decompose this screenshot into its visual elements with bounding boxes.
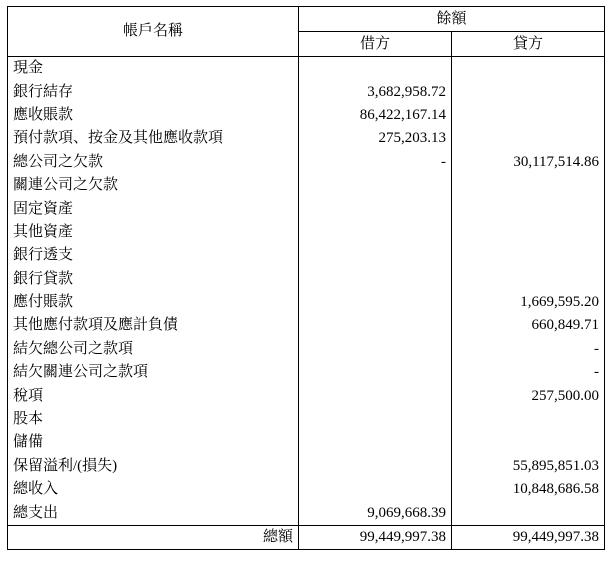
credit-cell: 55,895,851.03 [452, 455, 605, 478]
account-name-cell: 結欠關連公司之款項 [8, 361, 299, 384]
debit-cell: 86,422,167.14 [299, 104, 452, 127]
table-row [8, 151, 605, 174]
table-row [8, 221, 605, 244]
account-name-cell: 應收賬款 [8, 104, 299, 127]
account-name-cell: 關連公司之欠款 [8, 174, 299, 197]
table-row [8, 57, 605, 81]
table-row [8, 478, 605, 501]
account-name-cell: 股本 [8, 408, 299, 431]
balance-header: 餘額 [299, 7, 605, 32]
debit-cell: - [299, 151, 452, 174]
debit-cell [299, 291, 452, 314]
credit-cell: - [452, 338, 605, 361]
total-debit: 99,449,997.38 [299, 525, 452, 549]
account-name-cell: 其他資產 [8, 221, 299, 244]
debit-cell [299, 384, 452, 407]
account-name-cell: 保留溢利/(損失) [8, 455, 299, 478]
total-credit: 99,449,997.38 [452, 525, 605, 549]
credit-cell [452, 174, 605, 197]
credit-cell [452, 57, 605, 81]
credit-cell [452, 431, 605, 454]
credit-cell [452, 197, 605, 220]
account-name-cell: 儲備 [8, 431, 299, 454]
table-row [8, 80, 605, 103]
account-name-cell: 總收入 [8, 478, 299, 501]
table-row [8, 431, 605, 454]
table-row [8, 104, 605, 127]
debit-cell [299, 57, 452, 81]
credit-cell [452, 501, 605, 525]
debit-cell [299, 408, 452, 431]
account-name-cell: 結欠總公司之款項 [8, 338, 299, 361]
table-row [8, 291, 605, 314]
debit-cell: 3,682,958.72 [299, 80, 452, 103]
credit-cell: 660,849.71 [452, 314, 605, 337]
debit-cell [299, 197, 452, 220]
debit-cell: 275,203.13 [299, 127, 452, 150]
account-name-cell: 稅項 [8, 384, 299, 407]
total-label: 總額 [8, 525, 299, 549]
table-row [8, 268, 605, 291]
debit-cell [299, 174, 452, 197]
credit-cell [452, 80, 605, 103]
debit-cell [299, 478, 452, 501]
account-rows [8, 57, 605, 526]
credit-cell: 30,117,514.86 [452, 151, 605, 174]
account-name-cell: 銀行貸款 [8, 268, 299, 291]
table-row [8, 244, 605, 267]
account-name-cell: 其他應付款項及應計負債 [8, 314, 299, 337]
debit-cell: 9,069,668.39 [299, 501, 452, 525]
credit-cell [452, 244, 605, 267]
account-name-cell: 總公司之欠款 [8, 151, 299, 174]
credit-cell: 10,848,686.58 [452, 478, 605, 501]
account-name-cell: 銀行透支 [8, 244, 299, 267]
account-name-cell: 應付賬款 [8, 291, 299, 314]
account-name-cell: 總支出 [8, 501, 299, 525]
total-row [8, 525, 605, 549]
credit-cell [452, 104, 605, 127]
debit-cell [299, 431, 452, 454]
trial-balance-table [7, 6, 605, 550]
table-row [8, 408, 605, 431]
credit-cell [452, 408, 605, 431]
debit-cell [299, 221, 452, 244]
trial-balance-document [7, 6, 604, 550]
debit-cell [299, 314, 452, 337]
debit-cell [299, 244, 452, 267]
account-name-cell: 現金 [8, 57, 299, 81]
credit-cell [452, 268, 605, 291]
table-row [8, 314, 605, 337]
table-row [8, 361, 605, 384]
table-row [8, 197, 605, 220]
account-name-cell: 銀行結存 [8, 80, 299, 103]
credit-header: 貸方 [452, 32, 605, 57]
credit-cell [452, 221, 605, 244]
table-row [8, 501, 605, 525]
debit-header: 借方 [299, 32, 452, 57]
table-row [8, 174, 605, 197]
account-name-cell: 固定資產 [8, 197, 299, 220]
account-name-header: 帳戶名稱 [8, 7, 299, 57]
credit-cell: - [452, 361, 605, 384]
table-row [8, 384, 605, 407]
credit-cell [452, 127, 605, 150]
credit-cell: 1,669,595.20 [452, 291, 605, 314]
debit-cell [299, 361, 452, 384]
table-row [8, 455, 605, 478]
account-name-cell: 預付款項、按金及其他應收款項 [8, 127, 299, 150]
table-row [8, 127, 605, 150]
debit-cell [299, 268, 452, 291]
credit-cell: 257,500.00 [452, 384, 605, 407]
debit-cell [299, 338, 452, 361]
debit-cell [299, 455, 452, 478]
table-row [8, 338, 605, 361]
